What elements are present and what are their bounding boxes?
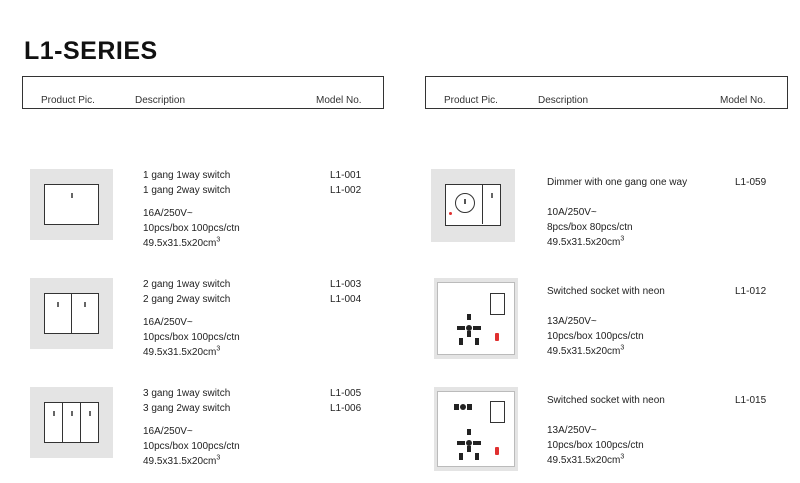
desc-line2: 1 gang 2way switch (143, 185, 231, 196)
desc-line2: 3 gang 2way switch (143, 403, 231, 414)
neon-icon (449, 212, 452, 215)
model-no: L1-006 (330, 403, 362, 414)
product-description (143, 386, 240, 469)
switch-plate (44, 184, 99, 225)
rocker (72, 294, 98, 333)
switch-plate (44, 293, 99, 334)
indicator-icon (53, 411, 55, 416)
indicator-icon (89, 411, 91, 416)
packing: 10pcs/box 100pcs/ctn (143, 332, 240, 343)
model-numbers (330, 386, 361, 416)
two-pin-socket-icon (453, 401, 473, 413)
rocker (45, 294, 72, 333)
indicator-icon (491, 193, 493, 198)
header-model-no: Model No. (720, 95, 766, 106)
dimmer-knob-icon (455, 193, 475, 213)
desc-line1: 3 gang 1way switch (143, 388, 231, 399)
product-image-3gang-switch (30, 387, 113, 458)
table-header-left (22, 76, 384, 109)
model-no: L1-005 (330, 388, 362, 399)
header-product-pic: Product Pic. (444, 95, 498, 106)
universal-socket-icon (453, 313, 485, 347)
model-no: L1-012 (735, 286, 767, 297)
rocker (63, 403, 81, 442)
desc-line1: Switched socket with neon (547, 286, 665, 297)
desc-line1: 1 gang 1way switch (143, 170, 231, 181)
desc-line1: 2 gang 1way switch (143, 279, 231, 290)
desc-line1: Dimmer with one gang one way (547, 177, 688, 188)
neon-icon (495, 333, 499, 341)
model-no: L1-059 (735, 177, 767, 188)
rocker-switch-icon (490, 293, 505, 315)
packing: 10pcs/box 100pcs/ctn (143, 223, 240, 234)
product-description (547, 284, 665, 359)
dimmer-plate (445, 184, 501, 226)
product-image-1gang-switch (30, 169, 113, 240)
model-no: L1-003 (330, 279, 362, 290)
indicator-icon (71, 411, 73, 416)
spec: 10A/250V~ (547, 207, 597, 218)
model-numbers (330, 168, 361, 198)
desc-line1: Switched socket with neon (547, 395, 665, 406)
spec: 13A/250V~ (547, 425, 597, 436)
product-description (143, 277, 240, 360)
carton-size: $49.5x31.5x20cm^3$ (143, 236, 221, 249)
model-no: L1-001 (330, 170, 362, 181)
spec: 13A/250V~ (547, 316, 597, 327)
dimmer-section (446, 185, 483, 224)
page-title: L1-SERIES (24, 37, 158, 65)
packing: 8pcs/box 80pcs/ctn (547, 222, 633, 233)
spec: 16A/250V~ (143, 208, 193, 219)
product-image-dimmer (431, 169, 515, 242)
rocker (45, 403, 63, 442)
socket-plate (437, 391, 515, 467)
carton-size: $49.5x31.5x20cm^3$ (547, 344, 625, 357)
indicator-icon (57, 302, 59, 307)
packing: 10pcs/box 100pcs/ctn (143, 441, 240, 452)
carton-size: $49.5x31.5x20cm^3$ (547, 453, 625, 466)
socket-plate (437, 282, 515, 355)
indicator-icon (84, 302, 86, 307)
universal-socket-icon (453, 428, 485, 462)
rocker-switch-icon (490, 401, 505, 423)
rocker (81, 403, 98, 442)
product-description (547, 393, 665, 468)
product-image-2gang-switch (30, 278, 113, 349)
model-no: L1-004 (330, 294, 362, 305)
table-header-right (425, 76, 788, 109)
carton-size: $49.5x31.5x20cm^3$ (143, 345, 221, 358)
product-description (547, 175, 687, 250)
carton-size: $49.5x31.5x20cm^3$ (547, 235, 625, 248)
spec: 16A/250V~ (143, 426, 193, 437)
product-image-switched-socket (434, 387, 518, 471)
carton-size: $49.5x31.5x20cm^3$ (143, 454, 221, 467)
packing: 10pcs/box 100pcs/ctn (547, 331, 644, 342)
product-description (143, 168, 240, 251)
product-image-switched-socket (434, 278, 518, 359)
spec: 16A/250V~ (143, 317, 193, 328)
model-no: L1-015 (735, 395, 767, 406)
header-description: Description (538, 95, 589, 106)
model-numbers (330, 277, 361, 307)
packing: 10pcs/box 100pcs/ctn (547, 440, 644, 451)
header-description: Description (135, 95, 186, 106)
indicator-icon (71, 193, 73, 198)
neon-icon (495, 447, 499, 455)
desc-line2: 2 gang 2way switch (143, 294, 231, 305)
header-model-no: Model No. (316, 95, 362, 106)
header-product-pic: Product Pic. (41, 95, 95, 106)
model-no: L1-002 (330, 185, 362, 196)
switch-plate (44, 402, 99, 443)
